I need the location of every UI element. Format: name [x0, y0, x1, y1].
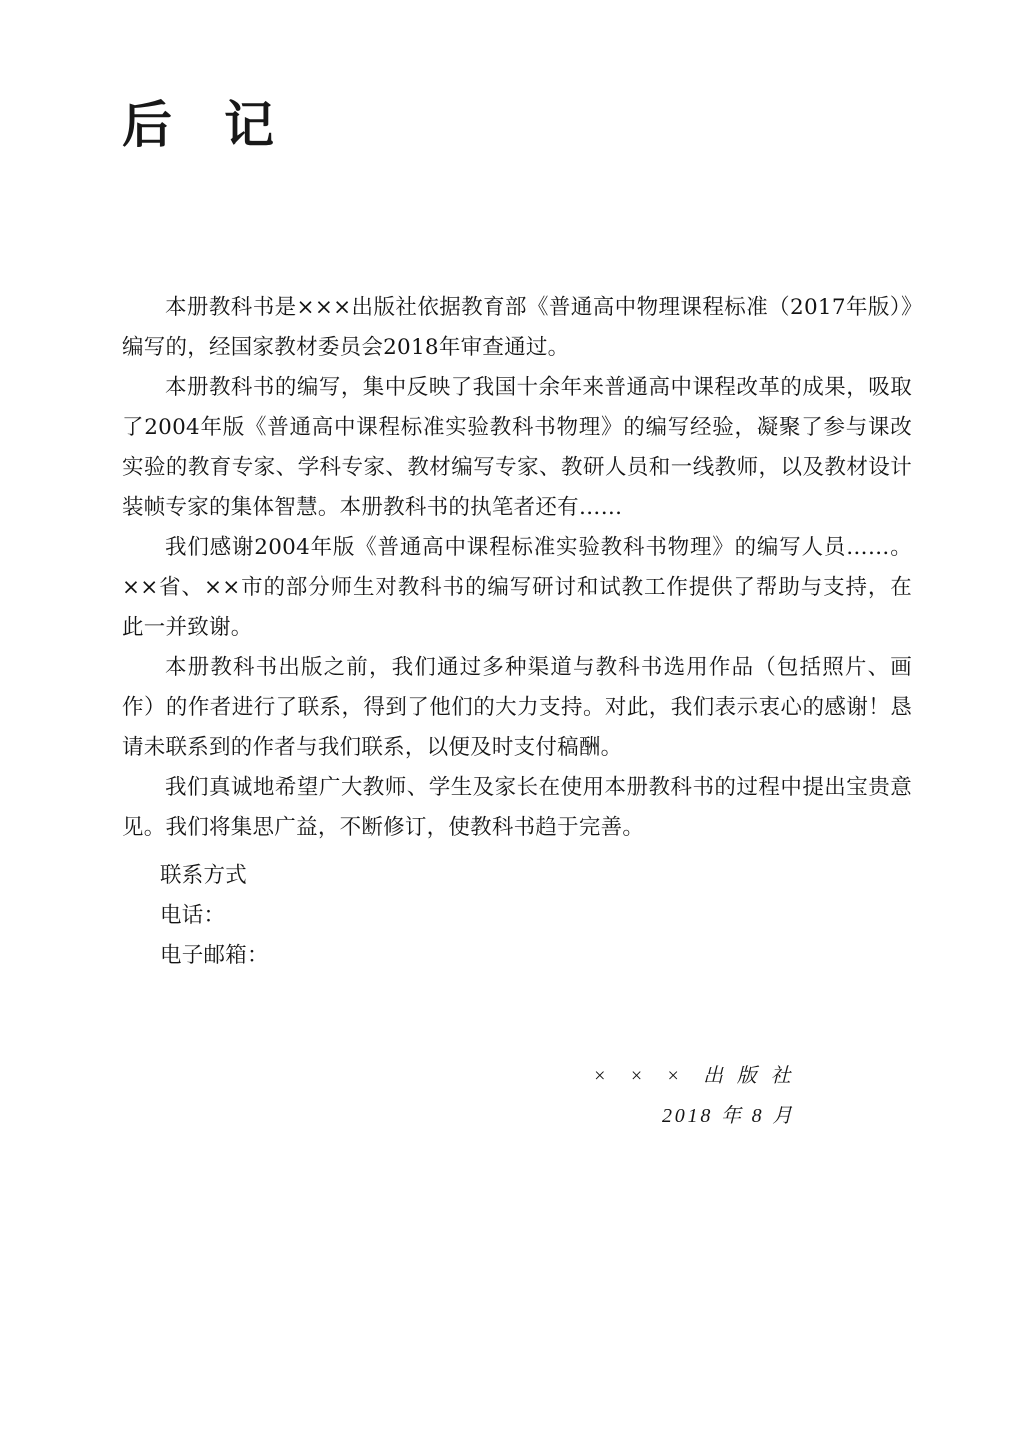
publication-date: 2018 年 8 月: [662, 1105, 795, 1127]
contact-heading: 联系方式: [160, 863, 248, 888]
publisher-signature: × × × 出 版 社: [592, 1065, 795, 1087]
contact-email-label: 电子邮箱：: [160, 943, 269, 968]
contact-block: [160, 856, 680, 976]
signature-block: [460, 1056, 795, 1136]
body-paragraph: 我们真诚地希望广大教师、学生及家长在使用本册教科书的过程中提出宝贵意见。我们将集思广益，不断修订，使教科书趋于完善。: [122, 775, 912, 840]
body-paragraph: 我们感谢2004年版《普通高中课程标准实验教科书物理》的编写人员……。××省、××市的部分师生对教科书的编写研讨和试教工作提供了帮助与支持，在此一并致谢。: [122, 535, 912, 640]
body-paragraph: 本册教科书的编写，集中反映了我国十余年来普通高中课程改革的成果，吸取了2004年版《普通高中课程标准实验教科书物理》的编写经验，凝聚了参与课改实验的教育专家、学科专家、教材编写专家、教研人员和一线教师，以及教材设计装帧专家的集体智慧。本册教科书的执笔者还有……: [122, 375, 912, 520]
page-title: 后 记: [122, 95, 275, 154]
body-text-column: [122, 288, 912, 848]
body-paragraph: 本册教科书出版之前，我们通过多种渠道与教科书选用作品（包括照片、画作）的作者进行了联系，得到了他们的大力支持。对此，我们表示衷心的感谢！恳请未联系到的作者与我们联系，以便及时支付稿酬。: [122, 655, 912, 760]
contact-phone-label: 电话：: [160, 903, 226, 928]
body-paragraph: 本册教科书是×××出版社依据教育部《普通高中物理课程标准（2017年版）》编写的，经国家教材委员会2018年审查通过。: [122, 295, 912, 360]
page-title-block: [122, 96, 822, 154]
